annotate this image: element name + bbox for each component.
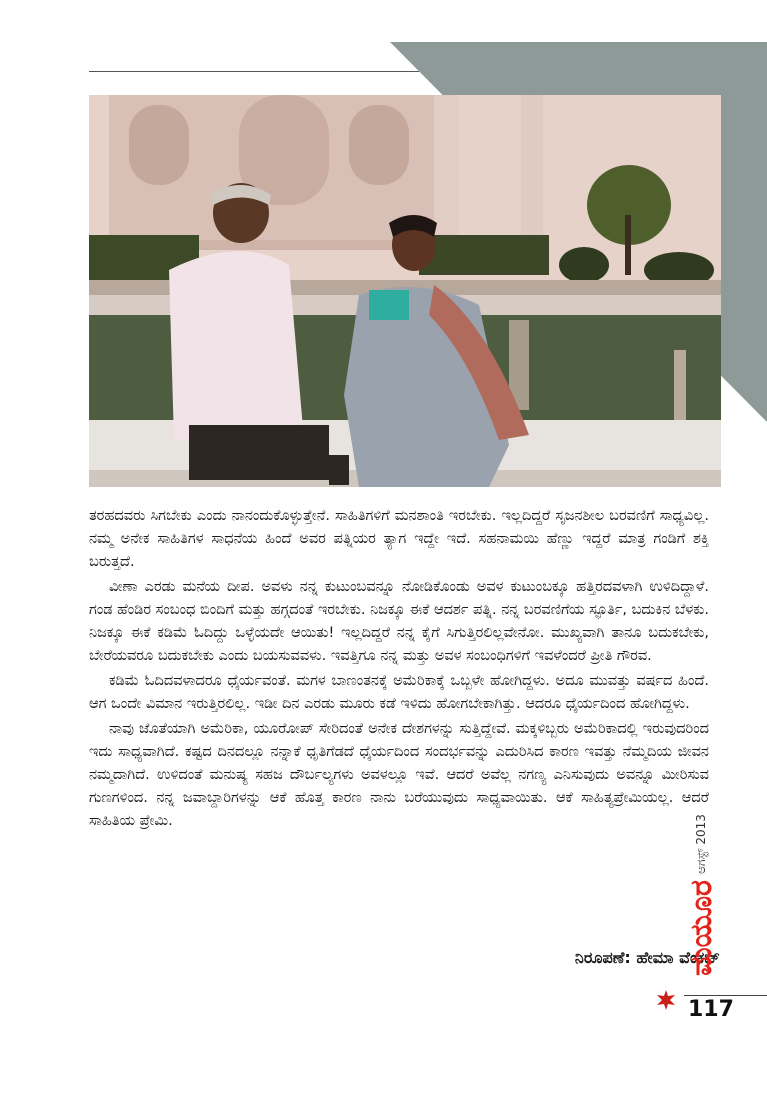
article-byline: ನಿರೂಪಣೆ: ಹೇಮಾ ವೆಂಕಟ್ — [574, 948, 720, 967]
top-divider — [89, 71, 419, 72]
article-paragraph-4: ನಾವು ಜೊತೆಯಾಗಿ ಅಮೆರಿಕಾ, ಯೂರೋಪ್ ಸೇರಿದಂತೆ ಅನೇಕ ದೇಶಗಳನ್ನು ಸುತ್ತಿದ್ದೇವೆ. ಮಕ್ಕಳಿಬ್ಬರು ಅಮೆರಿಕಾದಲ್ಲಿ ಇರುವುದರಿಂದ ಇದು ಸಾಧ್ಯವಾಗಿದೆ. ಕಷ್ಟದ ದಿನದಲ್ಲೂ ನನ್ನಾಕೆ ಧೃತಿಗೆಡದೆ ಧೈರ್ಯದಿಂದ ಸಂದರ್ಭವನ್ನು ಎದುರಿಸಿದ ಕಾರಣ ಇವತ್ತು ನೆಮ್ಮದಿಯ ಜೀವನ ನಮ್ಮದಾಗಿದೆ. ಉಳಿದಂತೆ ಮನುಷ್ಯ ಸಹಜ ದೌರ್ಬಲ್ಯಗಳು ಅವಳಲ್ಲೂ ಇವೆ. ಆದರೆ ಅವೆಲ್ಲ ನಗಣ್ಯ ಎನಿಸುವುದು ಅವನ್ನೂ ಮೀರಿಸುವ ಗುಣಗಳಿಂದ. ನನ್ನ ಜವಾಬ್ದಾರಿಗಳನ್ನು ಆಕೆ ಹೊತ್ತ ಕಾರಣ ನಾನು ಬರೆಯುವುದು ಸಾಧ್ಯವಾಯಿತು. ಆಕೆ ಸಾಹಿತ್ಯಪ್ರೇಮಿಯಲ್ಲ. ಆದರೆ ಸಾಹಿತಿಯ ಪ್ರೇಮಿ. — [89, 721, 709, 829]
star-ornament-icon — [656, 990, 676, 1010]
article-paragraph-1: ತರಹದವರು ಸಿಗಬೇಕು ಎಂದು ನಾನಂದುಕೊಳ್ಳುತ್ತೇನೆ. ಸಾಹಿತಿಗಳಿಗೆ ಮನಶಾಂತಿ ಇರಬೇಕು. ಇಲ್ಲದಿದ್ದರೆ ಸೃಜನಶೀಲ ಬರವಣಿಗೆ ಸಾಧ್ಯವಿಲ್ಲ. ನಮ್ಮ ಅನೇಕ ಸಾಹಿತಿಗಳ ಸಾಧನೆಯ ಹಿಂದೆ ಅವರ ಪತ್ನಿಯರ ತ್ಯಾಗ ಇದ್ದೇ ಇದೆ. ಸಹನಾಮಯಿ ಹೆಣ್ಣು ಇದ್ದರೆ ಮಾತ್ರ ಗಂಡಿಗೆ ಶಕ್ತಿ ಬರುತ್ತದೆ. — [89, 508, 709, 570]
magazine-side-masthead — [684, 800, 720, 980]
article-paragraph-3: ಕಡಿಮೆ ಓದಿದವಳಾದರೂ ಧೈರ್ಯವಂತೆ. ಮಗಳ ಬಾಣಂತನಕ್ಕೆ ಅಮೆರಿಕಾಕ್ಕೆ ಒಬ್ಬಳೇ ಹೋಗಿದ್ದಳು. ಅದೂ ಮುವತ್ತು ವರ್ಷದ ಹಿಂದೆ. ಆಗ ಒಂದೇ ವಿಮಾನ ಇರುತ್ತಿರಲಿಲ್ಲ. ಇಡೀ ದಿನ ಎರಡು ಮೂರು ಕಡೆ ಇಳಿದು ಹೋಗಬೇಕಾಗಿತ್ತು. ಆದರೂ ಧೈರ್ಯದಿಂದ ಹೋಗಿದ್ದಳು. — [89, 673, 709, 712]
issue-date: ಆಗಸ್ಟ್ 2013 — [694, 814, 708, 874]
magazine-title: ಮಯೂರ — [684, 880, 719, 976]
photo-illustration — [89, 95, 721, 487]
bottom-divider — [684, 995, 767, 996]
article-paragraph-2: ವೀಣಾ ಎರಡು ಮನೆಯ ದೀಪ. ಅವಳು ನನ್ನ ಕುಟುಂಬವನ್ನೂ ನೋಡಿಕೊಂಡು ಅವಳ ಕುಟುಂಬಕ್ಕೂ ಹತ್ತಿರದವಳಾಗಿ ಉಳಿದಿದ್ದಾಳೆ. ಗಂಡ ಹೆಂಡಿರ ಸಂಬಂಧ ಬಿಂದಿಗೆ ಮತ್ತು ಹಗ್ಗದಂತೆ ಇರಬೇಕು. ನಿಜಕ್ಕೂ ಈಕೆ ಆದರ್ಶ ಪತ್ನಿ. ನನ್ನ ಬರವಣಿಗೆಯ ಸ್ಫೂರ್ತಿ, ಬದುಕಿನ ಬೆಳಕು. ನಿಜಕ್ಕೂ ಈಕೆ ಕಡಿಮೆ ಓದಿದ್ದು ಒಳ್ಳೆಯದೇ ಆಯಿತು! ಇಲ್ಲದಿದ್ದರೆ ನನ್ನ ಕೈಗೆ ಸಿಗುತ್ತಿರಲಿಲ್ಲವೇನೋ. ಮುಖ್ಯವಾಗಿ ತಾನೂ ಬದುಕಬೇಕು, ಬೇರೆಯವರೂ ಬದುಕಬೇಕು ಎಂದು ಬಯಸುವವಳು. ಇವತ್ತಿಗೂ ನನ್ನ ಮತ್ತು ಅವಳ ಸಂಬಂಧಿಗಳಿಗೆ ಇವಳೆಂದರೆ ಪ್ರೀತಿ ಗೌರವ. — [89, 579, 709, 664]
page-number: 117 — [688, 997, 734, 1022]
article-body — [89, 505, 709, 835]
couple-photo-taj-mahal — [89, 95, 721, 487]
